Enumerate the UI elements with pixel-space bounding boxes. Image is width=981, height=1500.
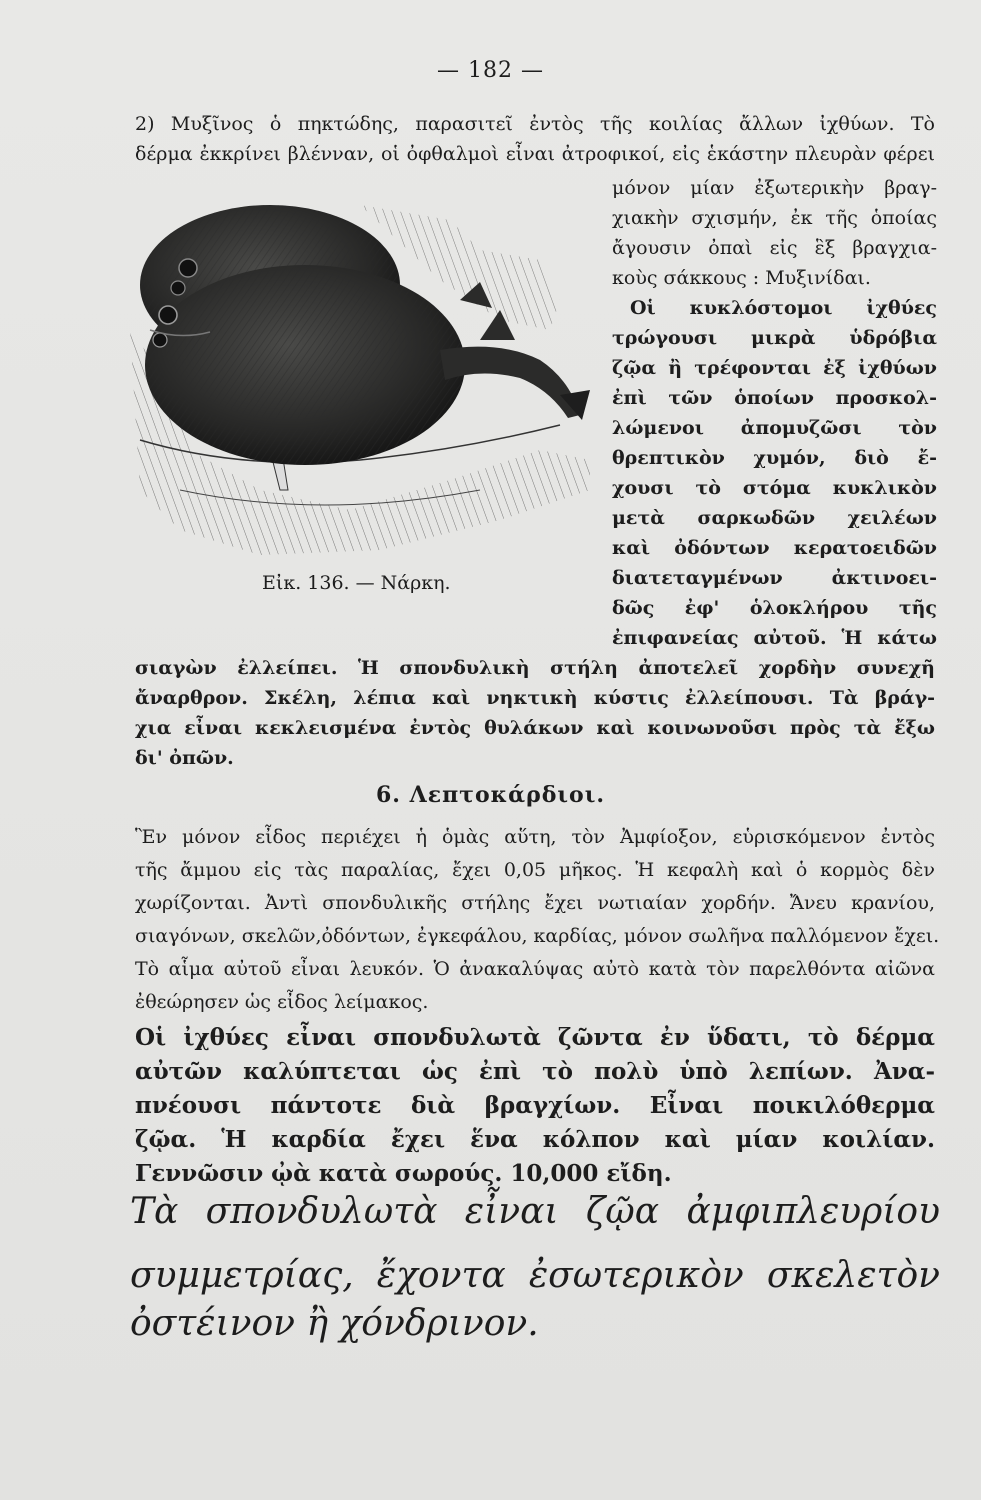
summary-line: πνέουσι πάντοτε διὰ βραγχίων. Εἶναι ποικιλόθερμα: [135, 1092, 935, 1119]
text-line: μετὰ σαρκωδῶν χειλέων: [612, 507, 937, 529]
text-line: ἐπιφανείας αὐτοῦ. Ἡ κάτω: [612, 627, 937, 649]
summary-line: ζῷα. Ἡ καρδία ἔχει ἕνα κόλπον καὶ μίαν κοιλίαν.: [135, 1126, 935, 1153]
handwritten-line: Τὰ σπονδυλωτὰ εἶναι ζῷα ἀμφιπλευρίου: [130, 1191, 940, 1232]
text-line: καὶ ὀδόντων κερατοειδῶν: [612, 537, 937, 559]
text-line: δέρμα ἐκκρίνει βλένναν, οἱ ὀφθαλμοὶ εἶναι ἀτροφικοί, εἰς ἑκάστην πλευρὰν φέρει: [135, 143, 935, 165]
figure-caption: Εἰκ. 136. — Νάρκη.: [262, 572, 451, 594]
text-line: σιαγόνων, σκελῶν,ὀδόντων, ἐγκεφάλου, καρδίας, μόνον σωλῆνα παλλόμενον ἔχει.: [135, 925, 940, 947]
text-line: ἐπὶ τῶν ὁποίων προσκολ-: [612, 387, 937, 409]
text-line: ζῷα ἢ τρέφονται ἐξ ἰχθύων: [612, 357, 937, 379]
page-number: — 182 —: [437, 58, 544, 83]
summary-line: Οἱ ἰχθύες εἶναι σπονδυλωτὰ ζῶντα ἐν ὕδατι, τὸ δέρμα: [135, 1024, 935, 1051]
text-line: θρεπτικὸν χυμόν, διὸ ἔ-: [612, 447, 937, 469]
text-line: δι' ὀπῶν.: [135, 747, 234, 769]
text-line: μόνον μίαν ἐξωτερικὴν βραγ-: [612, 177, 937, 199]
text-line: δῶς ἐφ' ὁλοκλήρου τῆς: [612, 597, 937, 619]
text-line: Οἱ κυκλόστομοι ἰχθύες: [630, 297, 937, 319]
text-line: διατεταγμένων ἀκτινοει-: [612, 567, 937, 589]
handwritten-line: ὀστέινον ἢ χόνδρινον.: [130, 1303, 539, 1344]
summary-line: αὐτῶν καλύπτεται ὡς ἐπὶ τὸ πολὺ ὑπὸ λεπίων. Ἀνα-: [135, 1058, 935, 1085]
text-line: ἄναρθρον. Σκέλη, λέπια καὶ νηκτικὴ κύστις ἐλλείπουσι. Τὰ βράγ-: [135, 687, 935, 709]
text-line: λώμενοι ἀπομυζῶσι τὸν: [612, 417, 937, 439]
text-line: ἄγουσιν ὀπαὶ εἰς ἓξ βραγχια-: [612, 237, 937, 259]
text-line: χιακὴν σχισμήν, ἐκ τῆς ὁποίας: [612, 207, 937, 229]
torpedo-ray-illustration: [120, 190, 595, 565]
text-line: σιαγὼν ἐλλείπει. Ἡ σπονδυλικὴ στήλη ἀποτελεῖ χορδὴν συνεχῆ: [135, 657, 935, 679]
text-line: κοὺς σάκκους : Μυξινίδαι.: [612, 267, 871, 289]
section-heading: 6. Λεπτοκάρδιοι.: [376, 782, 605, 808]
handwritten-line: συμμετρίας, ἔχοντα ἐσωτερικὸν σκελετὸν: [130, 1255, 940, 1296]
text-line: Τὸ αἷμα αὐτοῦ εἶναι λευκόν. Ὁ ἀνακαλύψας αὐτὸ κατὰ τὸν παρελθόντα αἰῶνα: [135, 958, 935, 980]
text-line: ἐθεώρησεν ὡς εἶδος λείμακος.: [135, 991, 429, 1013]
text-line: χωρίζονται. Ἀντὶ σπονδυλικῆς στήλης ἔχει νωτιαίαν χορδήν. Ἄνευ κρανίου,: [135, 892, 935, 914]
text-line: Ἓν μόνον εἶδος περιέχει ἡ ὁμὰς αὕτη, τὸν Ἀμφίοξον, εὑρισκόμενον ἐντὸς: [135, 826, 935, 848]
summary-line: Γεννῶσιν ᾠὰ κατὰ σωρούς. 10,000 εἴδη.: [135, 1160, 672, 1187]
text-line: χια εἶναι κεκλεισμένα ἐντὸς θυλάκων καὶ κοινωνοῦσι πρὸς τὰ ἔξω: [135, 717, 935, 739]
text-line: χουσι τὸ στόμα κυκλικὸν: [612, 477, 937, 499]
text-line: τῆς ἄμμου εἰς τὰς παραλίας, ἔχει 0,05 μῆκος. Ἡ κεφαλὴ καὶ ὁ κορμὸς δὲν: [135, 859, 935, 881]
text-line: τρώγουσι μικρὰ ὑδρόβια: [612, 327, 937, 349]
text-line: 2) Μυξῖνος ὁ πηκτώδης, παρασιτεῖ ἐντὸς τῆς κοιλίας ἄλλων ἰχθύων. Τὸ: [135, 113, 935, 135]
